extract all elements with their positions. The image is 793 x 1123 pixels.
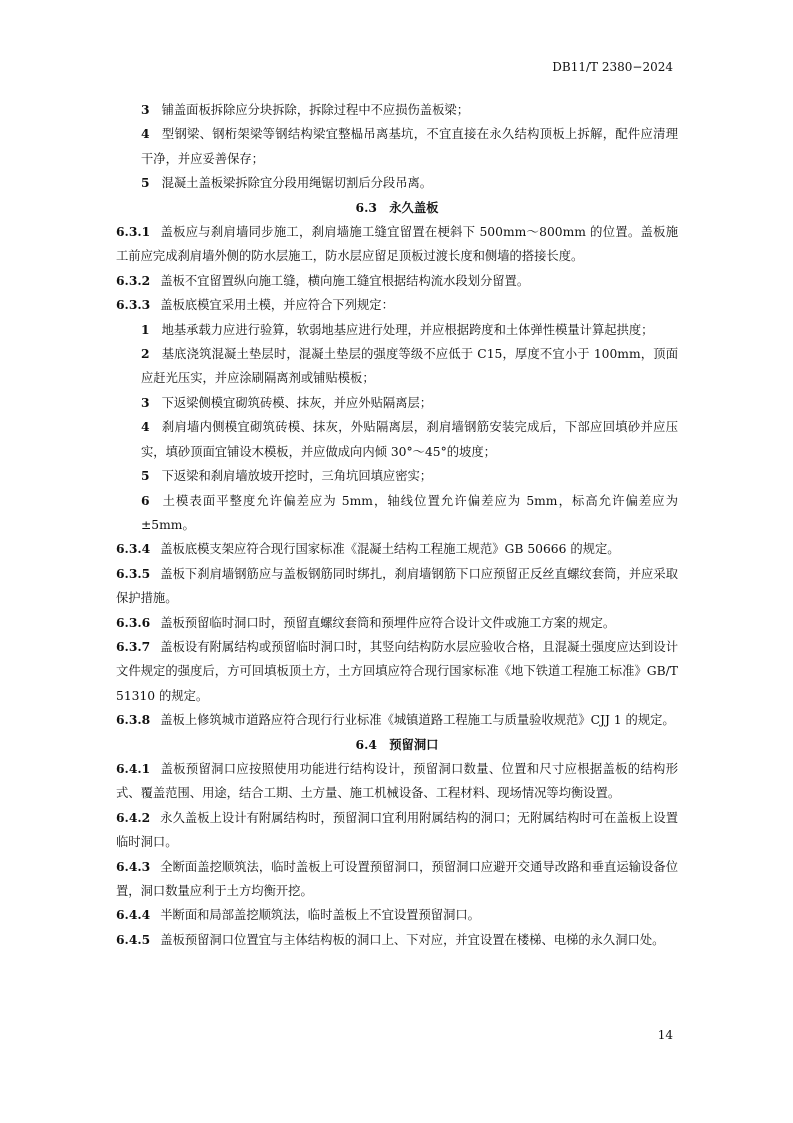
clause-text: 盖板底模宜采用土模，并应符合下列规定： bbox=[160, 298, 394, 313]
clause-6-4-3 bbox=[116, 855, 678, 904]
clause-6-4-1 bbox=[116, 757, 678, 806]
list-item bbox=[116, 464, 678, 488]
clause-text: 半断面和局部盖挖顺筑法，临时盖板上不宜设置预留洞口。 bbox=[160, 908, 480, 923]
clause-text: 盖板下刹肩墙钢筋应与盖板钢筋同时绑扎，刹肩墙钢筋下口应预留正反丝直螺纹套筒，并应采取保护措施。 bbox=[116, 566, 678, 606]
page-number: 14 bbox=[657, 1028, 673, 1042]
item-text: 基底浇筑混凝土垫层时，混凝土垫层的强度等级不应低于 C15，厚度不宜小于 100mm，顶面应赶光压实，并应涂刷隔离剂或铺贴模板； bbox=[141, 347, 678, 386]
item-text: 刹肩墙内侧模宜砌筑砖模、抹灰，外贴隔离层，刹肩墙钢筋安装完成后，下部应回填砂并应压实，填砂顶面宜铺设木模板，并应做成向内倾 30°～45°的坡度； bbox=[141, 420, 678, 459]
section-heading-6-4: 6.4 预留洞口 bbox=[355, 736, 439, 752]
clause-text: 盖板上修筑城市道路应符合现行行业标准《城镇道路工程施工与质量验收规范》CJJ 1 的规定。 bbox=[160, 713, 675, 728]
clause-number: 6.3.1 bbox=[116, 224, 151, 240]
clause-text: 盖板设有附属结构或预留临时洞口时，其竖向结构防水层应验收合格，且混凝土强度应达到设计文件规定的强度后，方可回填板顶土方，土方回填应符合现行国家标准《地下铁道工程施工标准》GB/T 51310 的规定。 bbox=[116, 639, 678, 703]
item-number: 2 bbox=[141, 346, 150, 362]
list-item bbox=[116, 342, 678, 391]
clause-number: 6.3.2 bbox=[116, 272, 151, 288]
clause-6-4-4 bbox=[116, 903, 678, 927]
clause-number: 6.4.3 bbox=[116, 858, 151, 874]
item-number: 1 bbox=[141, 321, 150, 337]
clause-6-3-1 bbox=[116, 220, 678, 269]
document-code-header: DB11/T 2380−2024 bbox=[552, 60, 673, 74]
item-number: 5 bbox=[141, 468, 150, 484]
clause-6-3-5 bbox=[116, 562, 678, 611]
clause-number: 6.4.1 bbox=[116, 760, 151, 776]
clause-6-3-8 bbox=[116, 708, 678, 732]
clause-6-3-4 bbox=[116, 537, 678, 561]
list-item bbox=[116, 391, 678, 415]
clause-6-3-2 bbox=[116, 269, 678, 293]
list-item bbox=[116, 122, 678, 171]
clause-text: 永久盖板上设计有附属结构时，预留洞口宜利用附属结构的洞口；无附属结构时可在盖板上设置临时洞口。 bbox=[116, 810, 678, 850]
item-number: 4 bbox=[141, 126, 150, 142]
list-item bbox=[116, 415, 678, 464]
clause-number: 6.4.2 bbox=[116, 809, 151, 825]
item-number: 4 bbox=[141, 419, 150, 435]
clause-text: 盖板预留洞口应按照使用功能进行结构设计，预留洞口数量、位置和尺寸应根据盖板的结构形式、覆盖范围、用途，结合工期、土方量、施工机械设备、工程材料、现场情况等均衡设置。 bbox=[116, 761, 678, 801]
item-number: 6 bbox=[141, 492, 150, 508]
clause-text: 盖板不宜留置纵向施工缝，横向施工缝宜根据结构流水段划分留置。 bbox=[160, 273, 530, 288]
clause-number: 6.3.4 bbox=[116, 541, 151, 557]
clause-6-3-3 bbox=[116, 293, 678, 317]
section-heading-6-3: 6.3 永久盖板 bbox=[355, 199, 439, 215]
clause-6-3-6 bbox=[116, 611, 678, 635]
item-text: 土模表面平整度允许偏差应为 5mm，轴线位置允许偏差应为 5mm，标高允许偏差应为 ±5mm。 bbox=[141, 493, 678, 532]
clause-number: 6.3.5 bbox=[116, 565, 151, 581]
clause-number: 6.4.5 bbox=[116, 931, 151, 947]
item-text: 混凝土盖板梁拆除宜分段用绳锯切割后分段吊离。 bbox=[161, 176, 433, 191]
clause-text: 盖板预留临时洞口时，预留直螺纹套筒和预埋件应符合设计文件或施工方案的规定。 bbox=[160, 615, 616, 630]
clause-number: 6.3.8 bbox=[116, 712, 151, 728]
clause-6-3-7 bbox=[116, 635, 678, 708]
clause-number: 6.3.7 bbox=[116, 638, 151, 654]
clause-number: 6.4.4 bbox=[116, 907, 151, 923]
clause-number: 6.3.6 bbox=[116, 614, 151, 630]
item-text: 下返梁和刹肩墙放坡开挖时，三角坑回填应密实； bbox=[161, 469, 433, 484]
clause-text: 盖板应与刹肩墙同步施工，刹肩墙施工缝宜留置在梗斜下 500mm～800mm 的位置。盖板施工前应完成刹肩墙外侧的防水层施工，防水层应留足顶板过渡长度和侧墙的搭接长度。 bbox=[116, 225, 678, 264]
list-item bbox=[116, 318, 678, 342]
item-text: 铺盖面板拆除应分块拆除，拆除过程中不应损伤盖板梁； bbox=[161, 103, 469, 117]
list-item bbox=[116, 98, 678, 122]
clause-6-4-2 bbox=[116, 806, 678, 855]
item-text: 型钢梁、钢桁架梁等钢结构梁宜整榀吊离基坑，不宜直接在永久结构顶板上拆解，配件应清理干净，并应妥善保存； bbox=[141, 127, 678, 166]
item-number: 3 bbox=[141, 394, 150, 410]
clause-6-4-5 bbox=[116, 928, 678, 952]
item-number: 3 bbox=[141, 102, 150, 117]
clause-number: 6.3.3 bbox=[116, 297, 151, 313]
list-item bbox=[116, 171, 678, 195]
clause-text: 盖板底模支架应符合现行国家标准《混凝土结构工程施工规范》GB 50666 的规定。 bbox=[160, 542, 620, 557]
item-number: 5 bbox=[141, 175, 150, 191]
clause-text: 全断面盖挖顺筑法，临时盖板上可设置预留洞口，预留洞口应避开交通导改路和垂直运输设备位置，洞口数量应利于土方均衡开挖。 bbox=[116, 859, 678, 898]
item-text: 地基承载力应进行验算，软弱地基应进行处理，并应根据跨度和土体弹性模量计算起拱度； bbox=[161, 322, 654, 337]
item-text: 下返梁侧模宜砌筑砖模、抹灰，并应外贴隔离层； bbox=[161, 395, 433, 410]
clause-text: 盖板预留洞口位置宜与主体结构板的洞口上、下对应，并宜设置在楼梯、电梯的永久洞口处。 bbox=[160, 932, 665, 947]
list-item bbox=[116, 489, 678, 538]
page-body bbox=[116, 98, 678, 952]
